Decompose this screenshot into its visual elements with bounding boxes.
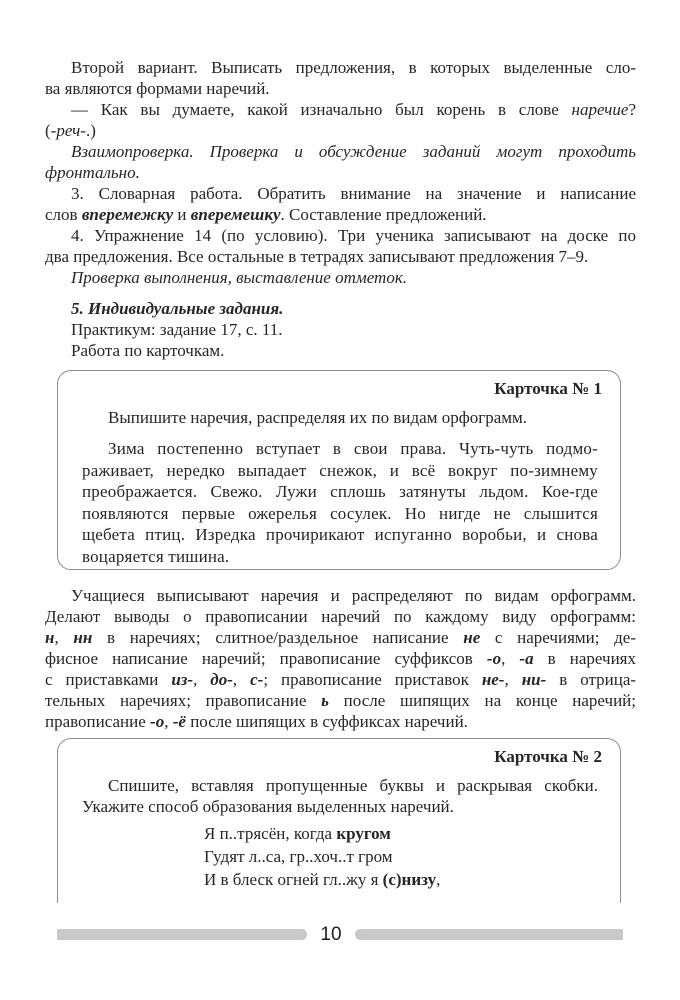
text-line: ва являются формами наречий. <box>45 79 270 98</box>
text-line: фронтально. <box>45 163 140 182</box>
text-line: Зима постепенно вступает в свои права. Чуть-чуть подмо- <box>108 439 598 458</box>
text-line: Взаимопроверка. Проверка и обсуждение заданий могут проходить <box>71 142 636 161</box>
text-line: тельных наречиях; правописание ь после шипящих на конце наречий; <box>45 691 636 710</box>
text-line: Гудят л..са, гр..хоч..т гром <box>204 847 393 866</box>
text-line: Делают выводы о правописании наречий по каждому виду орфограмм: <box>45 607 636 626</box>
individual-tasks-section <box>45 298 636 361</box>
text-line: Спишите, вставляя пропущенные буквы и раскрывая скобки. <box>108 776 598 795</box>
text-line: щебета птиц. Изредка прочирикают испуганно воробьи, и снова <box>82 525 598 544</box>
text-line: 5. Индивидуальные задания. <box>71 299 284 318</box>
paragraph <box>45 141 636 183</box>
lesson-text-top <box>45 57 636 288</box>
text-line: преображается. Свежо. Лужи сплошь затянуты льдом. Кое-где <box>82 482 598 501</box>
text-line: 3. Словарная работа. Обратить внимание на значение и написание <box>71 184 636 203</box>
text-line: правописание -о, -ё после шипящих в суффиксах наречий. <box>45 712 468 731</box>
text-line: два предложения. Все остальные в тетрадях записывают предложения 7–9. <box>45 247 589 266</box>
text-line: н, нн в наречиях; слитное/раздельное написание не с наречиями; де- <box>45 628 637 647</box>
paragraph <box>45 340 636 361</box>
card-2-body <box>58 775 620 891</box>
paragraph <box>45 298 636 319</box>
page-number: 10 <box>320 924 342 945</box>
text-line: слов вперемежку и вперемешку. Составление предложений. <box>45 205 487 224</box>
text-line: с приставками из-, до-, с-; правописание приставок не-, ни- в отрица- <box>45 670 637 689</box>
text-line: появляются первые ожерелья сосулек. Но нигде не слышится <box>82 503 598 523</box>
card-2 <box>57 738 621 903</box>
text-line: Я п..трясён, когда кругом <box>204 824 391 843</box>
footer-bar-left <box>57 929 307 940</box>
text-line: (-реч-.) <box>45 121 96 140</box>
text-line: воцаряется тишина. <box>82 546 230 566</box>
text-line: 4. Упражнение 14 (по условию). Три ученика записывают на доске по <box>71 226 636 245</box>
text-line: Учащиеся выписывают наречия и распределяют по видам орфограмм. <box>71 586 636 605</box>
paragraph <box>45 267 636 288</box>
paragraph <box>45 183 636 225</box>
page-footer <box>0 920 680 950</box>
text-line: Практикум: задание 17, с. 11. <box>71 320 283 339</box>
text-line: Второй вариант. Выписать предложения, в которых выделенные сло- <box>71 58 636 77</box>
card-1-title: Карточка № 1 <box>494 379 602 398</box>
card-2-title: Карточка № 2 <box>494 747 602 766</box>
lesson-text-middle <box>45 585 636 732</box>
text-line: — Как вы думаете, какой изначально был корень в слове наречие? <box>71 100 636 119</box>
paragraph <box>82 407 598 428</box>
paragraph <box>82 438 598 567</box>
text-line: фисное написание наречий; правописание суффиксов -о, -а в наречиях <box>45 649 636 668</box>
card-1 <box>57 370 621 570</box>
text-line: Выпишите наречия, распределяя их по видам орфограмм. <box>108 408 527 427</box>
paragraph <box>45 57 636 99</box>
text-line: Укажите способ образования выделенных наречий. <box>82 797 454 816</box>
paragraph <box>45 319 636 340</box>
text-line: Работа по карточкам. <box>71 341 225 360</box>
paragraph <box>82 775 598 817</box>
text-line: раживает, нередко выпадает снежок, и всё вокруг по-зимнему <box>82 460 598 480</box>
text-line: И в блеск огней гл..жу я (с)низу, <box>204 870 441 889</box>
paragraph <box>45 99 636 141</box>
footer-bar-right <box>355 929 623 940</box>
paragraph <box>204 822 598 891</box>
paragraph <box>45 225 636 267</box>
paragraph <box>45 585 636 732</box>
card-1-body <box>58 407 620 567</box>
text-line: Проверка выполнения, выставление отметок. <box>71 268 408 287</box>
